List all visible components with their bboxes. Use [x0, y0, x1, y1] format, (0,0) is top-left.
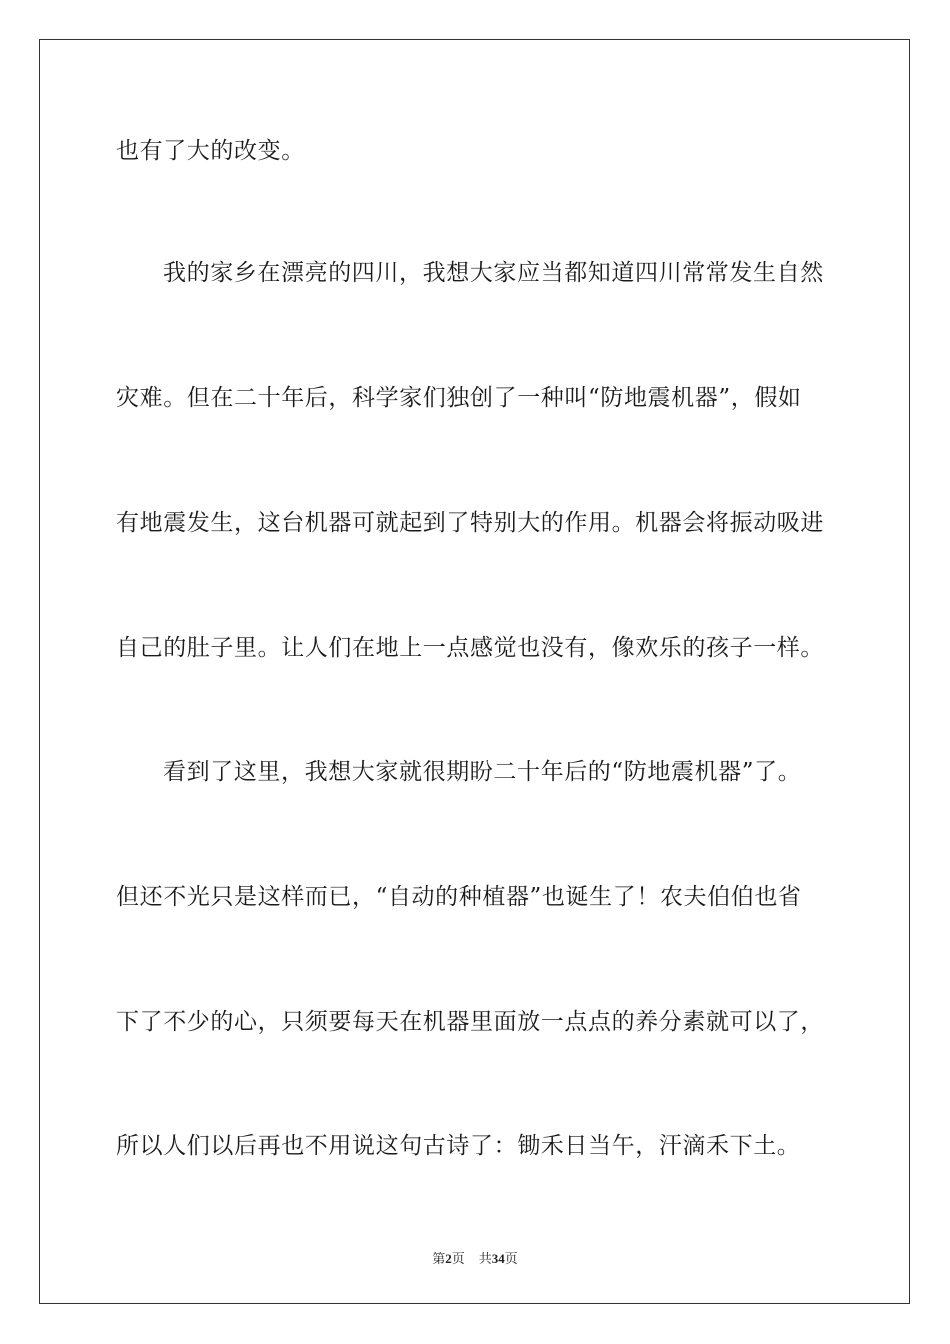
page-border [39, 39, 910, 1304]
paragraph-2-line-1: 我的家乡在漂亮的四川，我想大家应当都知道四川常常发生自然 [163, 260, 824, 286]
page-prefix: 第 [432, 1251, 446, 1266]
text-line-1: 也有了大的改变。 [116, 138, 305, 164]
page-number: 2 [445, 1251, 452, 1266]
paragraph-2-line-4: 自己的肚子里。让人们在地上一点感觉也没有，像欢乐的孩子一样。 [116, 635, 824, 661]
paragraph-2-line-2: 灾难。但在二十年后，科学家们独创了一种叫“防地震机器”，假如 [116, 385, 802, 411]
paragraph-3-line-4: 所以人们以后再也不用说这句古诗了：锄禾日当午，汗滴禾下土。 [116, 1133, 801, 1159]
page-footer [0, 1248, 950, 1267]
total-suffix: 页 [504, 1251, 518, 1266]
page-suffix: 页 [451, 1251, 465, 1266]
paragraph-3-line-1: 看到了这里，我想大家就很期盼二十年后的“防地震机器”了。 [163, 759, 802, 785]
paragraph-3-line-2: 但还不光只是这样而已，“自动的种植器”也诞生了！农夫伯伯也省 [116, 884, 802, 910]
paragraph-2-line-3: 有地震发生，这台机器可就起到了特别大的作用。机器会将振动吸进 [116, 510, 824, 536]
total-prefix: 共 [478, 1251, 492, 1266]
total-pages: 34 [491, 1251, 505, 1266]
paragraph-3-line-3: 下了不少的心，只须要每天在机器里面放一点点的养分素就可以了， [116, 1009, 824, 1035]
